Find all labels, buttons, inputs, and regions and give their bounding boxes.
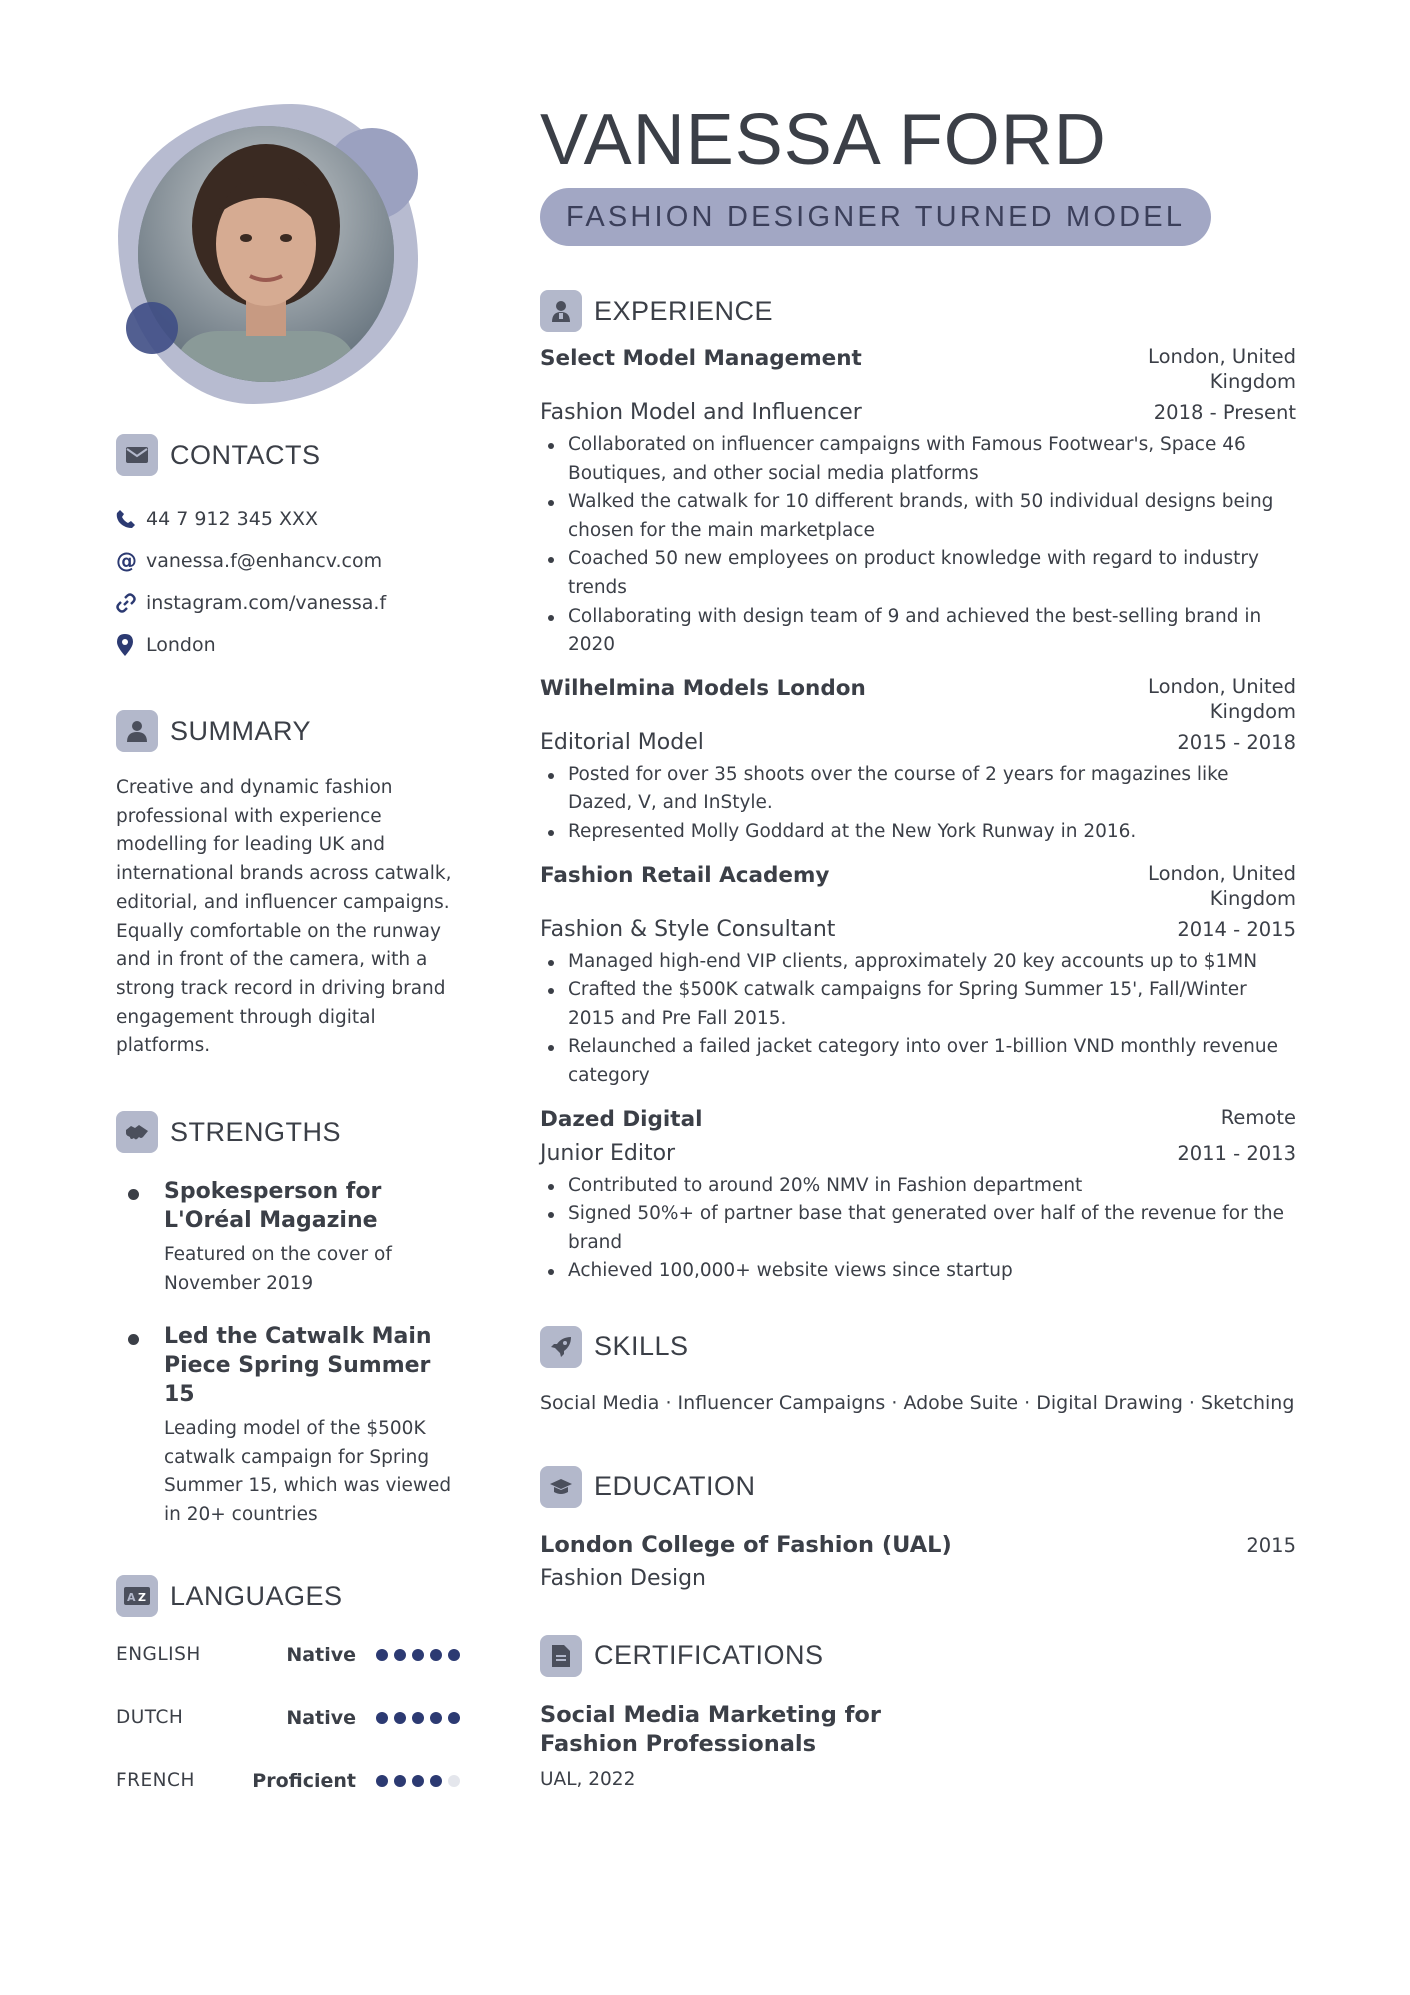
left-column [116, 100, 466, 1812]
experience-role: Fashion & Style Consultant [540, 916, 836, 942]
language-name: FRENCH [116, 1770, 195, 1792]
experience-company: Fashion Retail Academy [540, 862, 830, 888]
bullet-item: Managed high-end VIP clients, approximately 20 key accounts up to $1MN [540, 948, 1296, 977]
experience-entry [540, 861, 1296, 1091]
contact-text: vanessa.f@enhancv.com [146, 550, 383, 572]
experience-company: Select Model Management [540, 346, 862, 371]
education-field: Fashion Design [540, 1565, 706, 1591]
contact-instagram[interactable] [116, 582, 466, 624]
person-icon [116, 710, 158, 752]
summary-header [116, 710, 466, 752]
language-name: ENGLISH [116, 1644, 201, 1666]
skills-section [540, 1326, 1296, 1414]
language-name: DUTCH [116, 1707, 184, 1729]
briefcase-person-icon [540, 290, 582, 332]
experience-section [540, 290, 1296, 1286]
strengths-section [116, 1111, 466, 1529]
bullet-dot [128, 1334, 139, 1345]
phone-icon [116, 509, 140, 529]
experience-entry [540, 344, 1296, 660]
experience-entry-mid [540, 728, 1296, 758]
contact-email[interactable] [116, 540, 466, 582]
candidate-name: VANESSA FORD [540, 100, 1107, 180]
bullet-item: Coached 50 new employees on product knowledge with regard to industry trends [540, 545, 1296, 602]
contacts-header [116, 434, 466, 476]
section-title: CONTACTS [170, 439, 321, 470]
svg-text:A: A [127, 1591, 136, 1605]
strength-desc: Leading model of the $500K catwalk campaign for Spring Summer 15, which was viewed in 20+ countries [164, 1418, 452, 1525]
experience-entry-mid [540, 915, 1296, 945]
education-entry [540, 1532, 1296, 1558]
experience-location: London, United Kingdom [1148, 674, 1296, 723]
section-title: STRENGTHS [170, 1116, 342, 1147]
profile-photo [138, 126, 394, 382]
decorative-dot [126, 302, 178, 354]
strength-desc: Featured on the cover of November 2019 [164, 1244, 392, 1294]
language-rating [376, 1712, 466, 1724]
education-year: 2015 [1246, 1533, 1296, 1557]
rating-dot-filled [376, 1649, 388, 1661]
language-rating [376, 1649, 466, 1661]
bullet-dot [128, 1189, 139, 1200]
contacts-section [116, 434, 466, 666]
section-title: EXPERIENCE [594, 295, 774, 326]
rating-dot-filled [412, 1775, 424, 1787]
experience-entry-top [540, 344, 1296, 394]
experience-location: London, United Kingdom [1148, 861, 1296, 910]
experience-bullets [540, 1172, 1296, 1286]
experience-role: Junior Editor [540, 1140, 676, 1166]
bullet-item: Walked the catwalk for 10 different brands, with 50 individual designs being chosen for the main marketplace [540, 488, 1296, 545]
certification-issuer: UAL, 2022 [540, 1768, 636, 1790]
summary-section [116, 710, 466, 1061]
experience-bullets [540, 431, 1296, 660]
envelope-icon [116, 434, 158, 476]
rating-dot-filled [394, 1649, 406, 1661]
experience-role: Fashion Model and Influencer [540, 400, 862, 425]
rating-dot-filled [430, 1775, 442, 1787]
experience-location: London, United Kingdom [1148, 345, 1296, 393]
rating-dot-filled [412, 1649, 424, 1661]
at-icon: @ [116, 549, 137, 573]
languages-section [116, 1575, 466, 1812]
experience-role: Editorial Model [540, 729, 704, 755]
bullet-item: Relaunched a failed jacket category into over 1-billion VND monthly revenue category [540, 1033, 1296, 1090]
right-column [540, 100, 1296, 1790]
experience-entry-top [540, 674, 1296, 724]
certifications-header [540, 1635, 1296, 1677]
experience-dates: 2011 - 2013 [1177, 1141, 1296, 1165]
rating-dot-empty [448, 1775, 460, 1787]
certifications-section [540, 1635, 1296, 1790]
skills-header [540, 1326, 1296, 1368]
language-row [116, 1749, 466, 1812]
rating-dot-filled [430, 1712, 442, 1724]
contact-text: 44 7 912 345 XXX [146, 508, 319, 530]
summary-text: Creative and dynamic fashion professional with experience modelling for leading UK and international brands across catwalk, editorial, and influencer campaigns. Equally comfortable on the runway and in front of the camera, with a strong track record in driving brand engagement through digital platforms. [116, 777, 452, 1057]
section-title: LANGUAGES [170, 1580, 343, 1611]
bullet-item: Posted for over 35 shoots over the course of 2 years for magazines like Dazed, V, and InStyle. [540, 761, 1296, 818]
experience-header [540, 290, 1296, 332]
rating-dot-filled [448, 1649, 460, 1661]
experience-list [540, 344, 1296, 1286]
rating-dot-filled [448, 1712, 460, 1724]
language-level: Native [286, 1706, 356, 1729]
bullet-item: Represented Molly Goddard at the New York Runway in 2016. [540, 818, 1296, 847]
experience-entry-top [540, 1105, 1296, 1135]
language-list [116, 1623, 466, 1812]
education-school: London College of Fashion (UAL) [540, 1531, 952, 1558]
handshake-icon [116, 1111, 158, 1153]
certification-title: Social Media Marketing for Fashion Professionals [540, 1701, 881, 1757]
contact-location [116, 624, 466, 666]
rating-dot-filled [376, 1775, 388, 1787]
experience-dates: 2014 - 2015 [1177, 917, 1296, 941]
link-icon [116, 593, 140, 613]
experience-entry [540, 1105, 1296, 1286]
experience-entry-mid [540, 398, 1296, 428]
skills-list: Social Media · Influencer Campaigns · Adobe Suite · Digital Drawing · Sketching [540, 1391, 1295, 1414]
rating-dot-filled [394, 1712, 406, 1724]
rocket-icon [540, 1326, 582, 1368]
experience-bullets [540, 761, 1296, 847]
rating-dot-filled [412, 1712, 424, 1724]
svg-text:Z: Z [138, 1591, 146, 1605]
language-level: Native [286, 1643, 356, 1666]
section-title: SKILLS [594, 1331, 689, 1362]
language-rating [376, 1775, 466, 1787]
experience-location: Remote [1220, 1105, 1296, 1129]
strength-item [116, 1322, 466, 1529]
section-title: EDUCATION [594, 1471, 756, 1502]
translate-icon [116, 1575, 158, 1617]
bullet-item: Collaborated on influencer campaigns with Famous Footwear's, Space 46 Boutiques, and other social media platforms [540, 431, 1296, 488]
language-row [116, 1623, 466, 1686]
strengths-header [116, 1111, 466, 1153]
graduation-cap-icon [540, 1466, 582, 1508]
contact-text: London [146, 634, 216, 656]
strength-item [116, 1177, 466, 1298]
section-title: CERTIFICATIONS [594, 1640, 824, 1671]
experience-entry [540, 674, 1296, 847]
experience-entry-top [540, 861, 1296, 911]
languages-header [116, 1575, 466, 1617]
candidate-title-pill: FASHION DESIGNER TURNED MODEL [540, 188, 1211, 246]
contact-phone[interactable] [116, 498, 466, 540]
experience-dates: 2018 - Present [1153, 401, 1296, 424]
bullet-item: Achieved 100,000+ website views since startup [540, 1257, 1296, 1286]
experience-entry-mid [540, 1139, 1296, 1169]
bullet-item: Crafted the $500K catwalk campaigns for Spring Summer 15', Fall/Winter 2015 and Pre Fall 2015. [540, 976, 1296, 1033]
experience-company: Dazed Digital [540, 1106, 703, 1132]
rating-dot-filled [376, 1712, 388, 1724]
contact-list [116, 498, 466, 666]
experience-bullets [540, 948, 1296, 1091]
rating-dot-filled [430, 1649, 442, 1661]
bullet-item: Contributed to around 20% NMV in Fashion department [540, 1172, 1296, 1201]
strength-title: Led the Catwalk Main Piece Spring Summer 15 [164, 1324, 432, 1408]
location-pin-icon [116, 634, 140, 656]
bullet-item: Signed 50%+ of partner base that generated over half of the revenue for the brand [540, 1200, 1296, 1257]
rating-dot-filled [394, 1775, 406, 1787]
experience-company: Wilhelmina Models London [540, 675, 866, 701]
section-title: SUMMARY [170, 715, 312, 746]
contact-text: instagram.com/vanessa.f [146, 592, 387, 614]
experience-dates: 2015 - 2018 [1177, 730, 1296, 754]
language-row [116, 1686, 466, 1749]
language-level: Proficient [252, 1769, 356, 1792]
bullet-item: Collaborating with design team of 9 and achieved the best-selling brand in 2020 [540, 603, 1296, 660]
education-header [540, 1466, 1296, 1508]
document-icon [540, 1635, 582, 1677]
education-section [540, 1466, 1296, 1591]
strength-title: Spokesperson for L'Oréal Magazine [164, 1179, 382, 1234]
profile-photo-area [116, 100, 436, 410]
